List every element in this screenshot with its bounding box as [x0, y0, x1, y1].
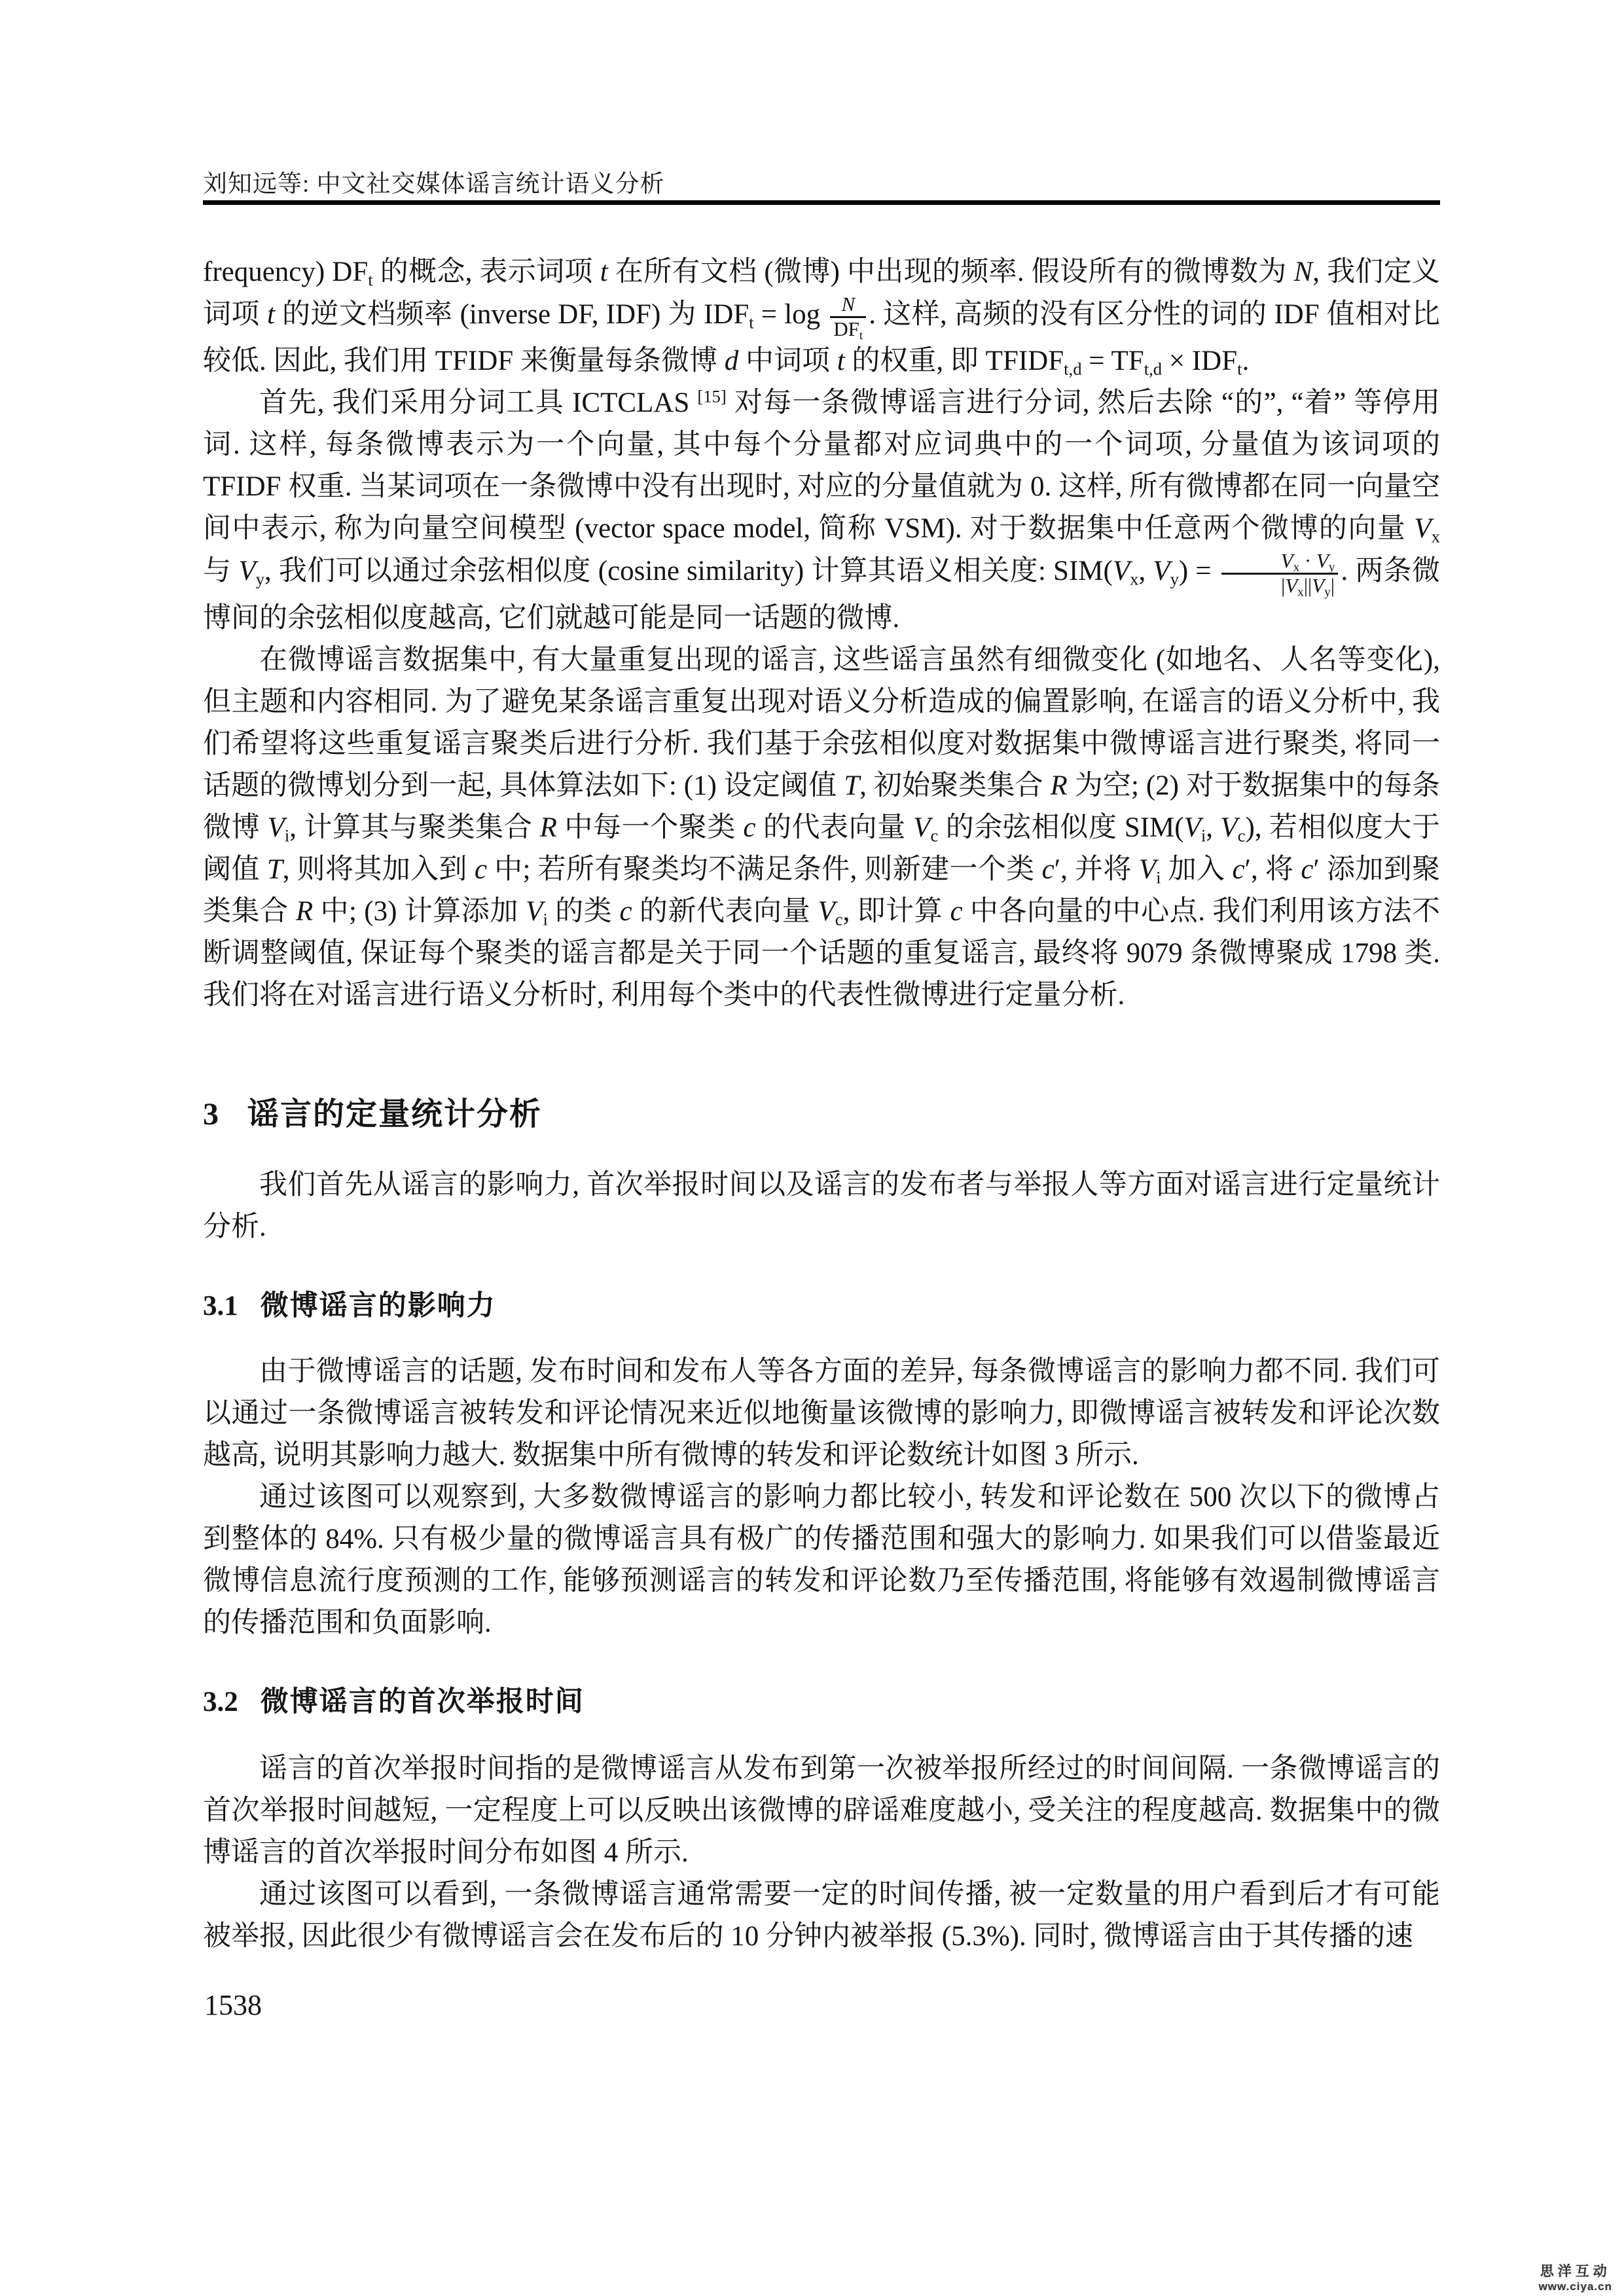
- page-body: [203, 251, 1440, 1958]
- paragraph-tfidf-definition: frequency) $DF_t$ 的概念, 表示词项 t 在所有文档 (微博) 中出现的频率. 假设所有的微博数为 N, 我们定义词项 t 的逆文档频率 (inverse DF, IDF) 为 $IDF_t = \log$ $\frac{N}{DF_t}$ . 这样, 高频的没有区分性的词的 IDF 值相对比较低. 因此, 我们用 TFIDF 来衡量每条微博 d 中词项 t 的权重, 即 $TFIDF_{t,d} = TF_{t,d} \times IDF_t$.: [203, 257, 1441, 379]
- running-header: 刘知远等: 中文社交媒体谣言统计语义分析: [203, 171, 665, 198]
- header-rule-divider: [203, 200, 1440, 205]
- paragraph-first-report-time: 谣言的首次举报时间指的是微博谣言从发布到第一次被举报所经过的时间间隔. 一条微博谣言的首次举报时间越短, 一定程度上可以反映出该微博的辟谣难度越小, 受关注的程度越高. 数据集中的微博谣言的首次举报时间分布如图 4 所示.: [203, 1753, 1440, 1868]
- section-3-title: 谣言的定量统计分析: [247, 1096, 543, 1132]
- section-3-1-title: 微博谣言的影响力: [260, 1289, 496, 1321]
- paragraph-influence-measure: 由于微博谣言的话题, 发布时间和发布人等各方面的差异, 每条微博谣言的影响力都不同. 我们可以通过一条微博谣言被转发和评论情况来近似地衡量该微博的影响力, 即微博谣言被转发和评论次数越高, 说明其影响力越大. 数据集中所有微博的转发和评论数统计如图 3 所示.: [203, 1355, 1440, 1471]
- section-3-2-heading: [203, 1681, 1440, 1723]
- page-number: 1538: [204, 1989, 262, 2021]
- paragraph-first-report-observation: 通过该图可以看到, 一条微博谣言通常需要一定的时间传播, 被一定数量的用户看到后才有可能被举报, 因此很少有微博谣言会在发布后的 10 分钟内被举报 (5.3%). 同时, 微博谣言由于其传播的速: [203, 1878, 1440, 1952]
- section-3-2-title: 微博谣言的首次举报时间: [260, 1685, 585, 1717]
- paragraph-section3-intro: 我们首先从谣言的影响力, 首次举报时间以及谣言的发布者与举报人等方面对谣言进行定量统计分析.: [203, 1169, 1440, 1242]
- section-3-2-number: 3.2: [203, 1686, 238, 1717]
- watermark-brand: 思洋互动: [1540, 2264, 1611, 2279]
- section-3-1-number: 3.1: [203, 1290, 238, 1321]
- paragraph-segmentation-vsm: 首先, 我们采用分词工具 ICTCLAS [15] 对每一条微博谣言进行分词, 然后去除 “的”, “着” 等停用词. 这样, 每条微博表示为一个向量, 其中每个分量都对应词典中的一个词项, 分量值为该词项的 TFIDF 权重. 当某词项在一条微博中没有出现时, 对应的分量值就为 0. 这样, 所有微博都在同一向量空间中表示, 称为向量空间模型 (vector space model, 简称 VSM). 对于数据集中任意两个微博的向量 $V_x$ 与 $V_y$, 我们可以通过余弦相似度 (cosine similarity) 计算其语义相关度: $SIM(V_x$, $V_y$) = $\frac{V_x \cdot V_y}{|V_x||V_y|}$ . 两条微博间的余弦相似度越高, 它们就越可能是同一话题的微博.: [203, 386, 1441, 634]
- section-3-1-heading: [203, 1285, 1440, 1327]
- paragraph-rumor-clustering: 在微博谣言数据集中, 有大量重复出现的谣言, 这些谣言虽然有细微变化 (如地名、人名等变化), 但主题和内容相同. 为了避免某条谣言重复出现对语义分析造成的偏置影响, 在谣言的语义分析中, 我们希望将这些重复谣言聚类后进行分析. 我们基于余弦相似度对数据集中微博谣言进行聚类, 将同一话题的微博划分到一起, 具体算法如下: (1) 设定阈值 T, 初始聚类集合 R 为空; (2) 对于数据集中的每条微博 $V_i$, 计算其与聚类集合 R 中每一个聚类 c 的代表向量 $V_c$ 的余弦相似度 $SIM(V_i$, $V_c$), 若相似度大于阈值 T, 则将其加入到 c 中; 若所有聚类均不满足条件, 则新建一个类 c′, 并将 $V_i$ 加入 c′, 将 c′ 添加到聚类集合 R 中; (3) 计算添加 $V_i$ 的类 c 的新代表向量 $V_c$, 即计算 c 中各向量的中心点. 我们利用该方法不断调整阈值, 保证每个聚类的谣言都是关于同一个话题的重复谣言, 最终将 9079 条微博聚成 1798 类. 我们将在对谣言进行语义分析时, 利用每个类中的代表性微博进行定量分析.: [203, 644, 1441, 1011]
- watermark: [1539, 2261, 1612, 2293]
- paragraph-influence-observation: 通过该图可以观察到, 大多数微博谣言的影响力都比较小, 转发和评论数在 500 次以下的微博占到整体的 84%. 只有极少量的微博谣言具有极广的传播范围和强大的影响力. 如果我们可以借鉴最近微博信息流行度预测的工作, 能够预测谣言的转发和评论数乃至传播范围, 将能够有效遏制微博谣言的传播范围和负面影响.: [203, 1481, 1440, 1638]
- section-3-heading: [203, 1091, 1440, 1138]
- section-3-number: 3: [203, 1096, 219, 1132]
- watermark-url: www.ciya.cn: [1538, 2280, 1612, 2293]
